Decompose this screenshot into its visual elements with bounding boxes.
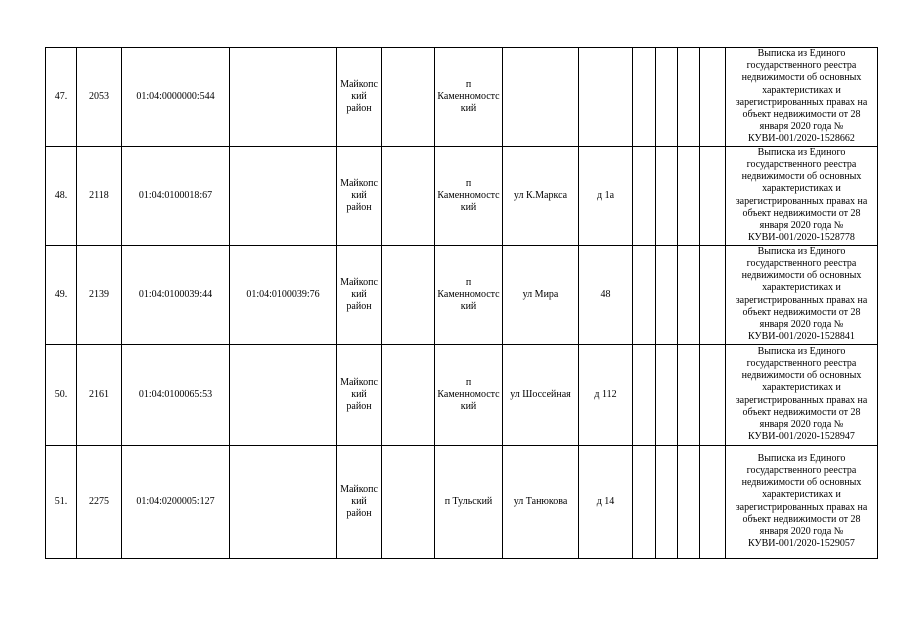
row-number: 49. — [46, 245, 77, 344]
empty-cell — [633, 245, 656, 344]
district: Майкопский район — [337, 445, 382, 558]
street — [503, 48, 579, 147]
empty-cell — [382, 48, 435, 147]
district: Майкопский район — [337, 48, 382, 147]
registry-number: 2053 — [77, 48, 122, 147]
settlement: п Каменномостский — [435, 245, 503, 344]
district: Майкопский район — [337, 245, 382, 344]
empty-cell — [633, 445, 656, 558]
empty-cell — [656, 344, 678, 445]
source-document: Выписка из Единого государственного реестра недвижимости об основных характеристиках и зарегистрированных правах на объект недвижимости от 28 января 2020 года № КУВИ-001/2020-1528841 — [726, 245, 878, 344]
registry-number: 2139 — [77, 245, 122, 344]
table-row — [46, 48, 878, 147]
cadastral-number: 01:04:0000000:544 — [122, 48, 230, 147]
house: д 112 — [579, 344, 633, 445]
row-number: 47. — [46, 48, 77, 147]
cadastral-number: 01:04:0100018:67 — [122, 146, 230, 245]
empty-cell — [678, 445, 700, 558]
settlement: п Каменномостский — [435, 344, 503, 445]
source-document: Выписка из Единого государственного реестра недвижимости об основных характеристиках и зарегистрированных правах на объект недвижимости от 28 января 2020 года № КУВИ-001/2020-1529057 — [726, 445, 878, 558]
house: д 1а — [579, 146, 633, 245]
empty-cell — [678, 48, 700, 147]
street: ул Мира — [503, 245, 579, 344]
registry-number: 2275 — [77, 445, 122, 558]
property-registry-table — [45, 47, 878, 559]
parent-cadastral-number: 01:04:0100039:76 — [230, 245, 337, 344]
cadastral-number: 01:04:0200005:127 — [122, 445, 230, 558]
settlement: п Каменномостский — [435, 48, 503, 147]
settlement: п Тульский — [435, 445, 503, 558]
parent-cadastral-number — [230, 344, 337, 445]
empty-cell — [633, 344, 656, 445]
street: ул Шоссейная — [503, 344, 579, 445]
street: ул К.Маркса — [503, 146, 579, 245]
district: Майкопский район — [337, 344, 382, 445]
parent-cadastral-number — [230, 445, 337, 558]
empty-cell — [700, 344, 726, 445]
parent-cadastral-number — [230, 48, 337, 147]
street: ул Танюкова — [503, 445, 579, 558]
parent-cadastral-number — [230, 146, 337, 245]
empty-cell — [382, 245, 435, 344]
empty-cell — [633, 48, 656, 147]
empty-cell — [700, 146, 726, 245]
empty-cell — [656, 445, 678, 558]
empty-cell — [678, 344, 700, 445]
row-number: 50. — [46, 344, 77, 445]
empty-cell — [700, 445, 726, 558]
empty-cell — [700, 48, 726, 147]
empty-cell — [656, 146, 678, 245]
table-row — [46, 445, 878, 558]
source-document: Выписка из Единого государственного реестра недвижимости об основных характеристиках и зарегистрированных правах на объект недвижимости от 28 января 2020 года № КУВИ-001/2020-1528778 — [726, 146, 878, 245]
house: д 14 — [579, 445, 633, 558]
empty-cell — [382, 344, 435, 445]
empty-cell — [656, 245, 678, 344]
cadastral-number: 01:04:0100065:53 — [122, 344, 230, 445]
row-number: 48. — [46, 146, 77, 245]
empty-cell — [633, 146, 656, 245]
registry-number: 2161 — [77, 344, 122, 445]
empty-cell — [382, 146, 435, 245]
settlement: п Каменномостский — [435, 146, 503, 245]
empty-cell — [656, 48, 678, 147]
table-row — [46, 344, 878, 445]
house — [579, 48, 633, 147]
house: 48 — [579, 245, 633, 344]
empty-cell — [678, 146, 700, 245]
district: Майкопский район — [337, 146, 382, 245]
source-document: Выписка из Единого государственного реестра недвижимости об основных характеристиках и зарегистрированных правах на объект недвижимости от 28 января 2020 года № КУВИ-001/2020-1528947 — [726, 344, 878, 445]
empty-cell — [700, 245, 726, 344]
table-row — [46, 146, 878, 245]
registry-number: 2118 — [77, 146, 122, 245]
row-number: 51. — [46, 445, 77, 558]
source-document: Выписка из Единого государственного реестра недвижимости об основных характеристиках и зарегистрированных правах на объект недвижимости от 28 января 2020 года № КУВИ-001/2020-1528662 — [726, 48, 878, 147]
table-row — [46, 245, 878, 344]
empty-cell — [382, 445, 435, 558]
empty-cell — [678, 245, 700, 344]
cadastral-number: 01:04:0100039:44 — [122, 245, 230, 344]
